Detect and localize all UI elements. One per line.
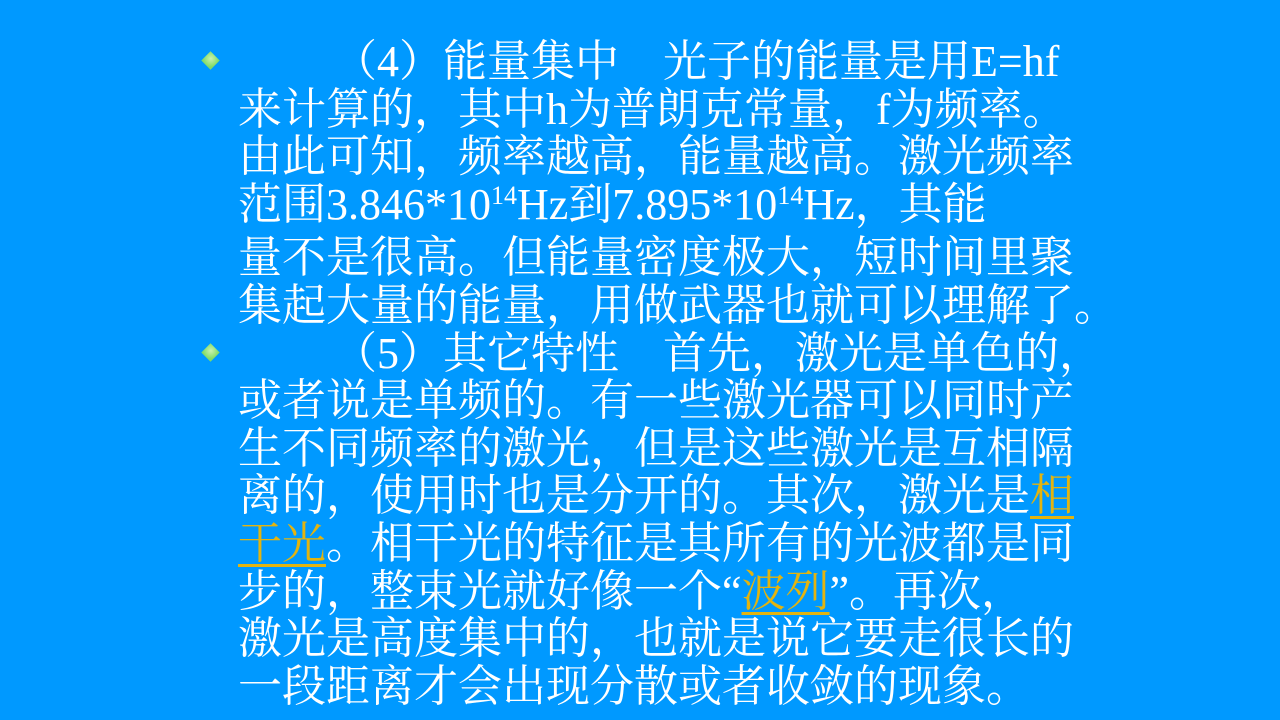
text-run: ”。再次， bbox=[829, 566, 1026, 616]
text-run: 集起大量的能量，用做武器也就可以理解了。 bbox=[238, 280, 1118, 330]
superscript-exponent: 14 bbox=[491, 180, 517, 210]
text-line bbox=[238, 425, 1158, 473]
text-line bbox=[238, 181, 1158, 235]
bullet-paragraph-point-4-energy-concentration bbox=[238, 38, 1158, 330]
text-line bbox=[238, 377, 1158, 425]
text-run: 量不是很高。但能量密度极大，短时间里聚 bbox=[238, 233, 1074, 283]
text-run: 来计算的，其中h为普朗克常量，f为频率。 bbox=[238, 84, 1067, 134]
text-run: Hz，其能 bbox=[803, 179, 987, 229]
text-line bbox=[238, 520, 1158, 568]
text-line bbox=[238, 38, 1158, 86]
text-run: 由此可知，频率越高，能量越高。激光频率 bbox=[238, 132, 1074, 182]
text-line bbox=[238, 234, 1158, 282]
text-line bbox=[238, 615, 1158, 663]
bullet-diamond-icon bbox=[201, 51, 219, 69]
text-run: 或者说是单频的。有一些激光器可以同时产 bbox=[238, 376, 1074, 426]
text-line bbox=[238, 663, 1158, 711]
text-run: 离的，使用时也是分开的。其次，激光是 bbox=[238, 471, 1030, 521]
text-run: （5）其它特性 首先，激光是单色的， bbox=[333, 328, 1103, 378]
bullet-diamond-icon bbox=[201, 343, 219, 361]
text-run: 一段距离才会出现分散或者收敛的现象。 bbox=[238, 661, 1030, 711]
coherent-light-link[interactable]: 干光 bbox=[238, 518, 326, 568]
bullet-paragraph-point-5-other-properties bbox=[238, 330, 1158, 711]
text-line bbox=[238, 568, 1158, 616]
text-run: 步的，整束光就好像一个“ bbox=[238, 566, 742, 616]
wave-train-link[interactable]: 波列 bbox=[741, 566, 830, 616]
text-line bbox=[238, 330, 1158, 378]
text-run: 。相干光的特征是其所有的光波都是同 bbox=[326, 518, 1074, 568]
text-line bbox=[238, 86, 1158, 134]
text-run: Hz到7.895*10 bbox=[517, 179, 778, 229]
text-run: 激光是高度集中的，也就是说它要走很长的 bbox=[238, 614, 1074, 664]
text-run: 范围3.846*10 bbox=[238, 179, 491, 229]
coherent-light-link[interactable]: 相 bbox=[1030, 471, 1074, 521]
text-run: 生不同频率的激光，但是这些激光是互相隔 bbox=[238, 423, 1074, 473]
superscript-exponent: 14 bbox=[777, 180, 804, 210]
text-block bbox=[238, 38, 1158, 710]
text-line bbox=[238, 282, 1158, 330]
text-run: （4）能量集中 光子的能量是用E=hf bbox=[333, 37, 1060, 86]
text-line bbox=[238, 133, 1158, 181]
text-line bbox=[238, 472, 1158, 520]
